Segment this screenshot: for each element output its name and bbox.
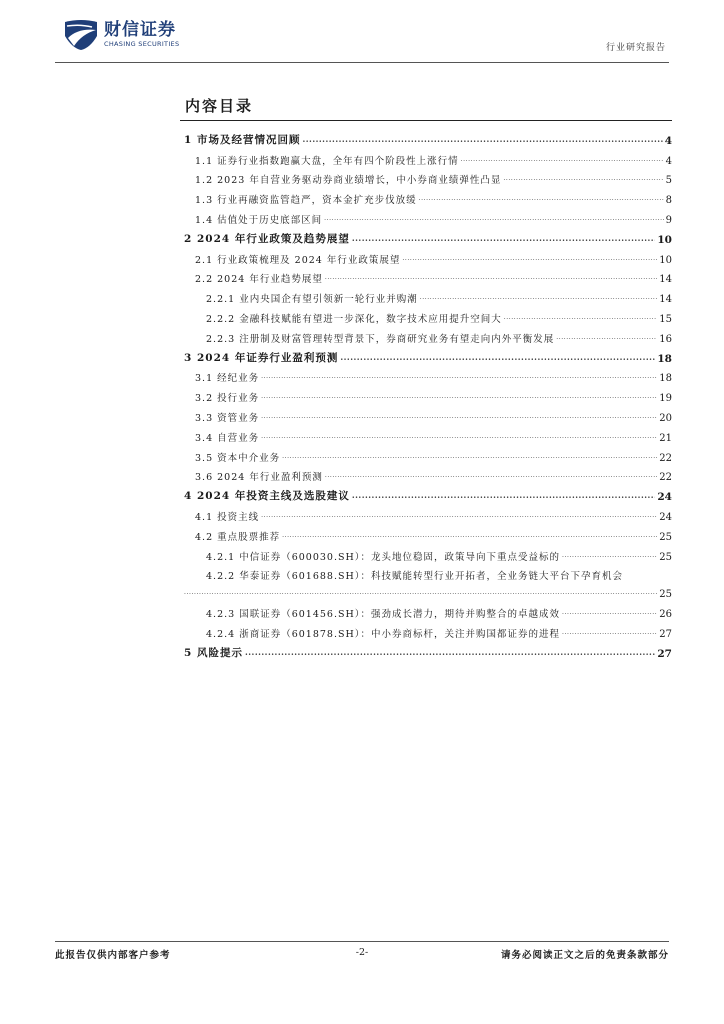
- toc-entry[interactable]: [180, 424, 672, 444]
- report-type: 行业研究报告: [605, 43, 666, 53]
- toc-entry-page: 4: [664, 134, 672, 147]
- toc-entry-continuation[interactable]: [180, 582, 672, 600]
- toc-leader-dots: [420, 291, 658, 302]
- toc-leader-dots: [261, 430, 657, 441]
- toc-entry-text: 5 风险提示: [184, 646, 243, 659]
- toc-leader-dots: [504, 311, 658, 322]
- toc-entry-text: 3.1 经纪业务: [195, 373, 260, 385]
- toc-entry-page: 27: [659, 628, 672, 640]
- toc-entry-text: 1.4 估值处于历史底部区间: [195, 214, 323, 226]
- toc-leader-dots: [461, 153, 664, 164]
- toc-entry-text: 2.2.3 注册制及财富管理转型背景下，券商研究业务有望走向内外平衡发展: [206, 333, 555, 345]
- footer-disclaimer-right: 请务必阅读正文之后的免责条款部分: [500, 950, 669, 961]
- toc-leader-dots: [402, 252, 657, 263]
- toc-entry-page: 4: [665, 155, 672, 167]
- toc-leader-dots: [562, 549, 657, 560]
- toc-entry-text: 4.1 投资主线: [195, 511, 260, 523]
- toc-leader-dots: [562, 626, 657, 637]
- toc-entry-page: 10: [657, 233, 672, 246]
- toc-entry-page: 22: [659, 472, 672, 484]
- toc-entry-page: 18: [657, 352, 672, 365]
- toc-entry[interactable]: [180, 640, 672, 660]
- toc-entry[interactable]: [180, 147, 672, 167]
- toc-entry-text: 1 市场及经营情况回顾: [184, 133, 301, 146]
- toc-leader-dots: [261, 390, 657, 401]
- toc-entry-page: 10: [659, 254, 672, 266]
- toc-entry-page: 25: [659, 551, 672, 563]
- toc-entry[interactable]: [180, 167, 672, 187]
- toc-leader-dots: [419, 192, 664, 203]
- footer-divider: [55, 941, 669, 942]
- toc-entry[interactable]: [180, 464, 672, 484]
- toc-leader-dots: [556, 331, 657, 342]
- toc-entry-text: 4.2 重点股票推荐: [195, 531, 281, 543]
- toc-entry[interactable]: [180, 305, 672, 325]
- toc-entry-text: 3.4 自营业务: [195, 432, 260, 444]
- toc-leader-dots: [302, 133, 662, 145]
- toc-entry-page: 14: [659, 274, 672, 286]
- toc-entry[interactable]: [180, 600, 672, 620]
- toc-entry-text: 4.2.4 浙商证券（601878.SH）：中小券商标杆，关注并购国都证券的进程: [206, 628, 561, 640]
- toc-entry[interactable]: [180, 483, 672, 503]
- toc-leader-dots: [503, 172, 663, 183]
- toc-entry-text: 2 2024 年行业政策及趋势展望: [184, 232, 350, 245]
- toc-entry[interactable]: [180, 246, 672, 266]
- toc-leader-dots: [352, 489, 656, 501]
- toc-entry[interactable]: [180, 325, 672, 345]
- toc-leader-dots: [324, 212, 663, 223]
- toc-leader-dots: [282, 450, 657, 461]
- toc-entry-page: 18: [659, 373, 672, 385]
- footer-disclaimer-left: 此报告仅供内部客户参考: [55, 950, 171, 961]
- toc-leader-dots: [245, 646, 655, 658]
- toc-entry-page: 26: [659, 609, 672, 621]
- brand-name-en: CHASING SECURITIES: [104, 40, 180, 48]
- toc-entry-text: 4 2024 年投资主线及选股建议: [184, 490, 350, 503]
- toc-entry-page: 25: [659, 531, 672, 543]
- toc-entry[interactable]: [180, 226, 672, 246]
- toc-entry[interactable]: [180, 365, 672, 385]
- toc-entry[interactable]: [180, 404, 672, 424]
- toc-title: 内容目录: [185, 97, 254, 115]
- toc-entry-text: 3.3 资管业务: [195, 412, 260, 424]
- brand-logo-mark-icon: [62, 18, 100, 52]
- toc-entry[interactable]: [180, 620, 672, 640]
- toc-title-divider: [180, 120, 672, 121]
- toc-entry-text: 3.5 资本中介业务: [195, 452, 281, 464]
- toc-entry-text: 4.2.2 华泰证券（601688.SH）：科技赋能转型行业开拓者，全业务链大平台下孕育机会: [206, 571, 624, 583]
- toc-entry-page: 15: [659, 313, 672, 325]
- toc-entry-page: 8: [665, 195, 672, 207]
- toc-entry-page: 16: [659, 333, 672, 345]
- toc-entry[interactable]: [180, 206, 672, 226]
- toc-entry-page: 25: [659, 589, 672, 601]
- toc-leader-dots: [282, 529, 657, 540]
- toc-entry-text: 1.2 2023 年自营业务驱动券商业绩增长，中小券商业绩弹性凸显: [195, 175, 502, 187]
- toc-entry-page: 24: [659, 511, 672, 523]
- toc-leader-dots: [261, 509, 657, 520]
- toc-entry-page: 27: [657, 647, 672, 660]
- toc-entry[interactable]: [180, 127, 672, 147]
- toc-entry-text: 1.3 行业再融资监管趋严，资本金扩充步伐放缓: [195, 195, 417, 207]
- toc-leader-dots: [352, 232, 656, 244]
- toc-entry[interactable]: [180, 523, 672, 543]
- toc-entry-page: 20: [659, 412, 672, 424]
- toc-entry-page: 5: [665, 175, 672, 187]
- brand-name-cn: 财信证券: [104, 20, 176, 40]
- toc-entry-page: 24: [657, 491, 672, 504]
- toc-leader-dots: [325, 469, 657, 480]
- toc-entry[interactable]: [180, 503, 672, 523]
- toc-entry-page: 22: [659, 452, 672, 464]
- toc-entry-page: 14: [659, 294, 672, 306]
- page-number: -2-: [355, 947, 369, 958]
- toc-entry-text: 3.2 投行业务: [195, 393, 260, 405]
- toc-entry-text: 1.1 证券行业指数跑赢大盘，全年有四个阶段性上涨行情: [195, 155, 459, 167]
- toc-entry-text: 2.2.1 业内央国企有望引领新一轮行业并购潮: [206, 294, 418, 306]
- toc-leader-dots: [562, 606, 657, 617]
- toc-entry-text: 2.2.2 金融科技赋能有望进一步深化，数字技术应用提升空间大: [206, 313, 502, 325]
- toc-entry-page: 21: [659, 432, 672, 444]
- toc-entry[interactable]: [180, 384, 672, 404]
- toc-entry-text: 4.2.3 国联证券（601456.SH）：强劲成长潜力，期待并购整合的卓越成效: [206, 609, 561, 621]
- toc-entry[interactable]: [180, 563, 672, 583]
- brand-logo: [62, 17, 242, 53]
- toc-entry[interactable]: [180, 186, 672, 206]
- toc-entry-text: 3 2024 年证券行业盈利预测: [184, 351, 339, 364]
- toc-entry[interactable]: [180, 444, 672, 464]
- toc-entry[interactable]: [180, 543, 672, 563]
- toc-entry[interactable]: [180, 285, 672, 305]
- toc-leader-dots: [261, 410, 657, 421]
- toc-entry[interactable]: [180, 266, 672, 286]
- table-of-contents: [180, 127, 672, 660]
- toc-entry-text: 4.2.1 中信证券（600030.SH）：龙头地位稳固，政策导向下重点受益标的: [206, 551, 561, 563]
- toc-leader-dots: [340, 351, 655, 363]
- toc-entry-text: 2.2 2024 年行业趋势展望: [195, 274, 323, 286]
- toc-entry-page: 19: [659, 393, 672, 405]
- toc-entry-text: 2.1 行业政策梳理及 2024 年行业政策展望: [195, 254, 401, 266]
- toc-entry[interactable]: [180, 345, 672, 365]
- toc-entry-text: 3.6 2024 年行业盈利预测: [195, 472, 323, 484]
- toc-leader-dots: [261, 370, 657, 381]
- header-divider: [55, 62, 669, 63]
- toc-entry-page: 9: [665, 214, 672, 226]
- toc-leader-dots: [325, 271, 657, 282]
- toc-leader-dots: [184, 586, 657, 597]
